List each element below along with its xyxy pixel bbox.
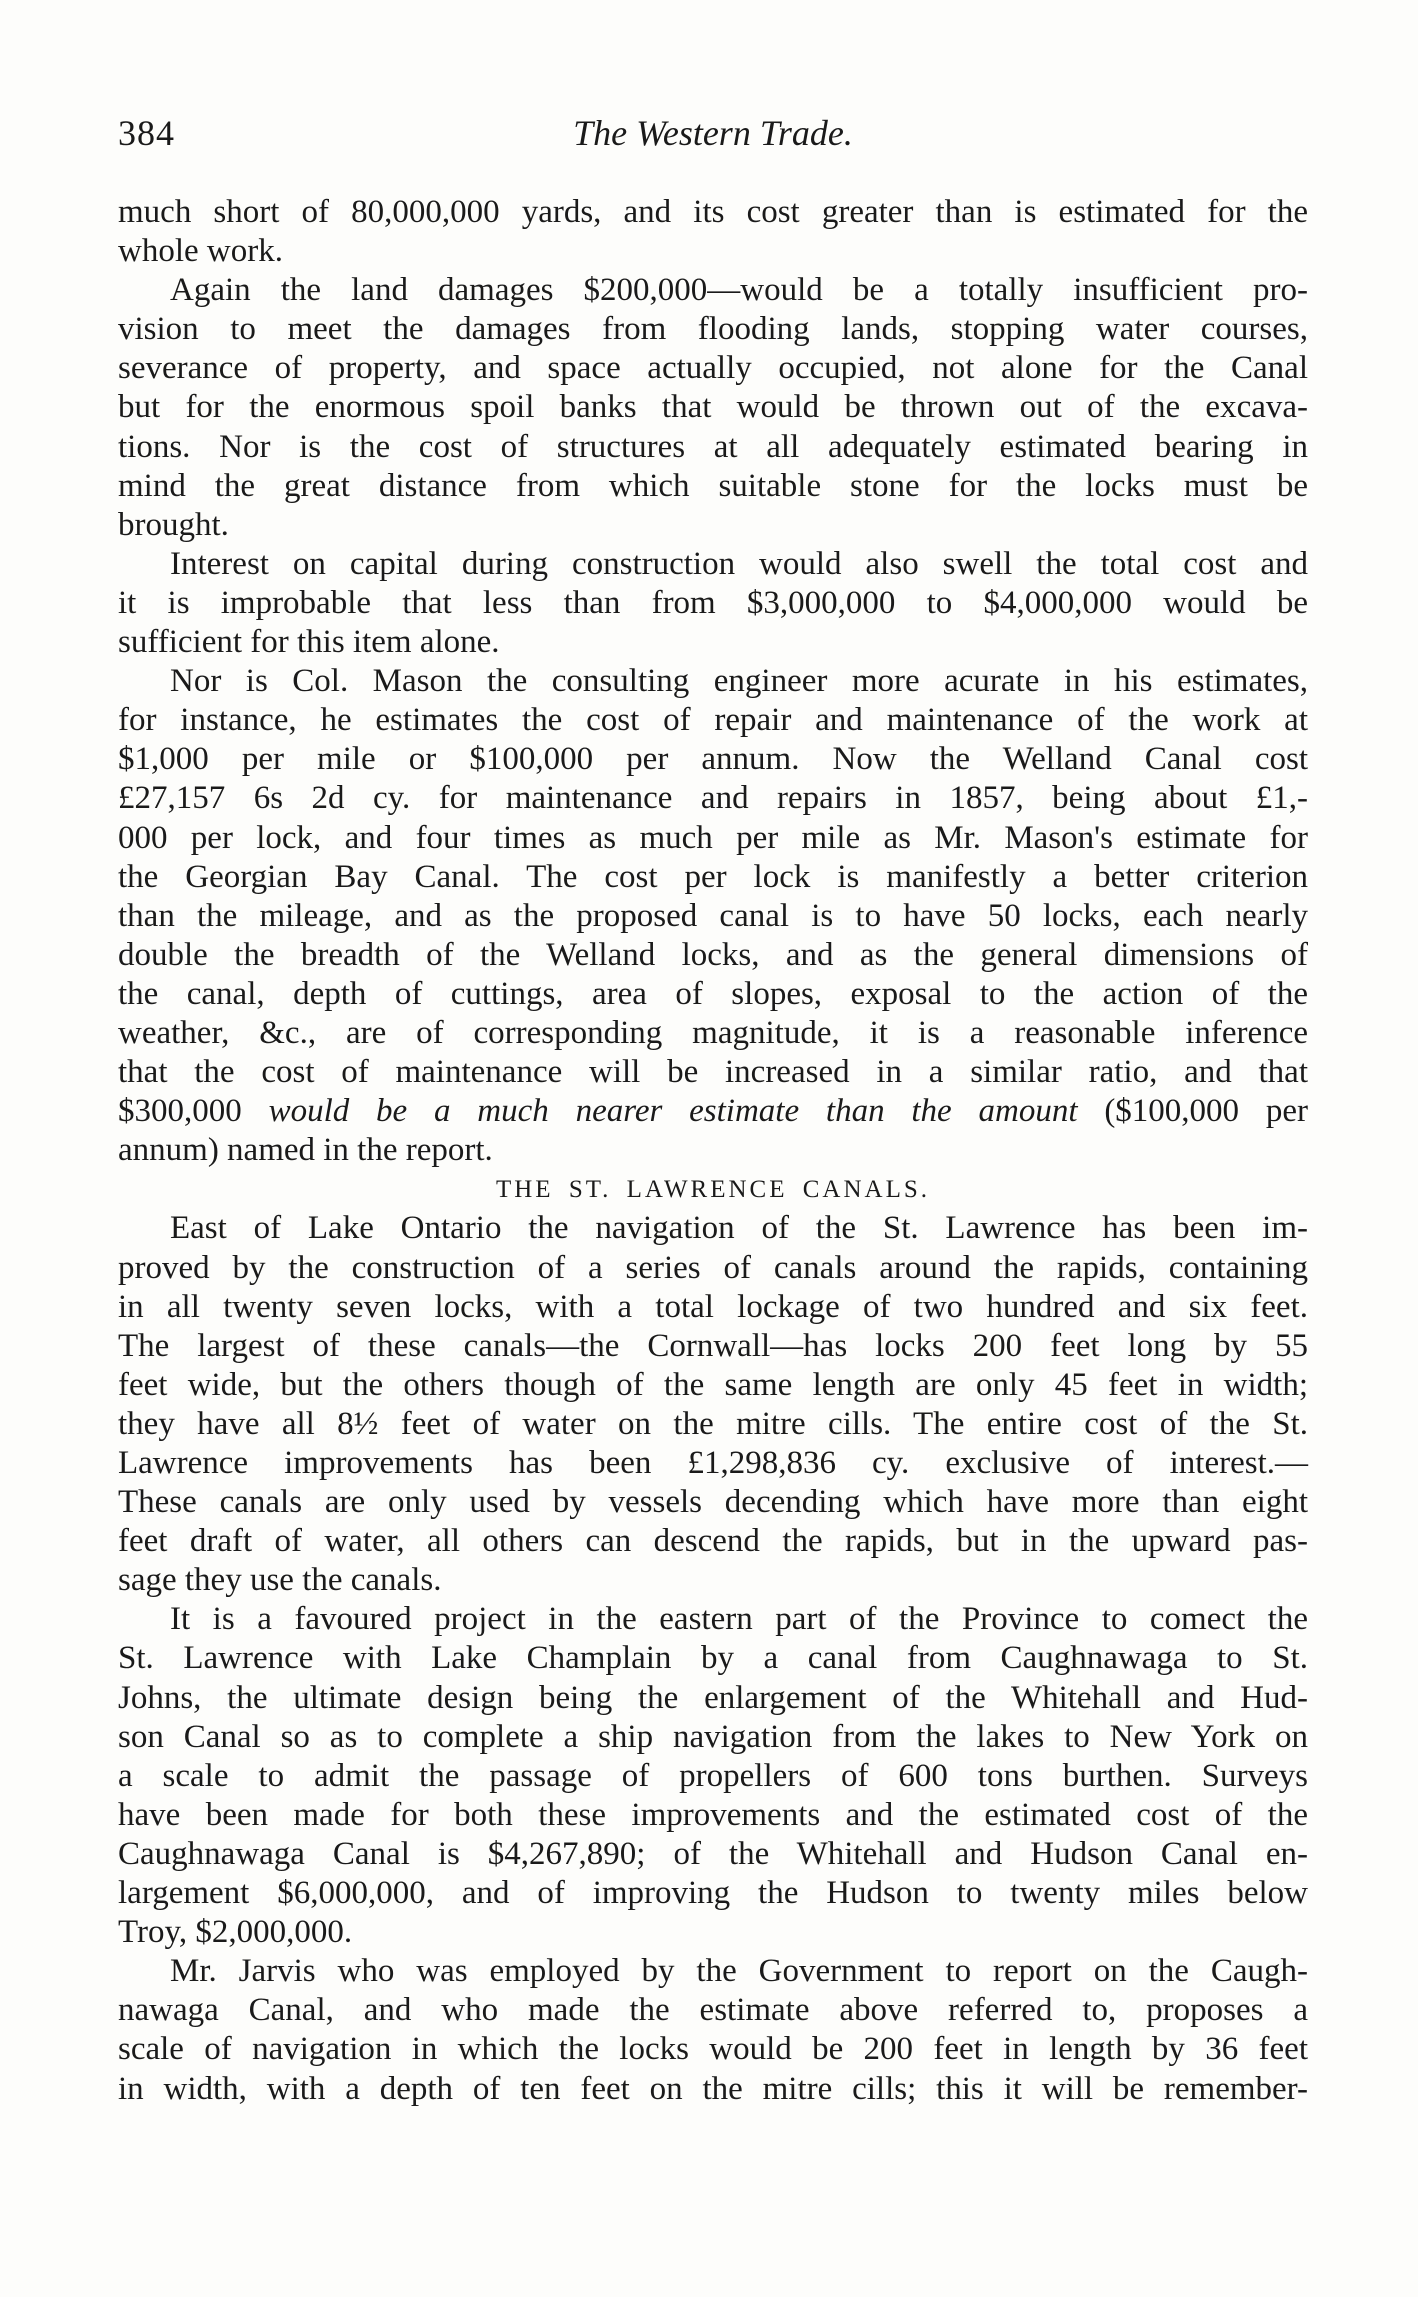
text-line: double the breadth of the Welland locks, and as the general dimensions of <box>118 936 1308 973</box>
text-line: $1,000 per mile or $100,000 per annum. Now the Welland Canal cost <box>118 741 1308 778</box>
text-line: sage they use the canals. <box>118 1562 442 1599</box>
text-line: The largest of these canals—the Cornwall—has locks 200 feet long by 55 <box>118 1327 1308 1364</box>
text-line: Johns, the ultimate design being the enlargement of the Whitehall and Hud- <box>118 1679 1308 1716</box>
text-line: than the mileage, and as the proposed canal is to have 50 locks, each nearly <box>118 897 1308 934</box>
text-line: feet wide, but the others though of the same length are only 45 feet in width; <box>118 1366 1308 1403</box>
text-line: Nor is Col. Mason the consulting engineer more acurate in his estimates, <box>170 663 1308 700</box>
text-line: largement $6,000,000, and of improving the Hudson to twenty miles below <box>118 1875 1308 1912</box>
text-line: in all twenty seven locks, with a total lockage of two hundred and six feet. <box>118 1288 1308 1325</box>
text-line: the canal, depth of cuttings, area of slopes, exposal to the action of the <box>118 975 1308 1012</box>
text-line: severance of property, and space actually occupied, not alone for the Canal <box>118 350 1308 387</box>
text-line: it is improbable that less than from $3,000,000 to $4,000,000 would be <box>118 584 1308 621</box>
text-line: in width, with a depth of ten feet on the mitre cills; this it will be remember- <box>118 2070 1308 2107</box>
text-line: for instance, he estimates the cost of repair and maintenance of the work at <box>118 702 1308 739</box>
text-line: It is a favoured project in the eastern part of the Province to comect the <box>170 1601 1308 1638</box>
page-number: 384 <box>118 113 175 153</box>
text-line: tions. Nor is the cost of structures at all adequately estimated bearing in <box>118 428 1308 465</box>
running-title: The Western Trade. <box>573 113 853 153</box>
text-line: the Georgian Bay Canal. The cost per lock is manifestly a better criterion <box>118 858 1308 895</box>
text-line: son Canal so as to complete a ship navigation from the lakes to New York on <box>118 1718 1308 1755</box>
text-line: Mr. Jarvis who was employed by the Government to report on the Caugh- <box>170 1953 1308 1990</box>
text-line: a scale to admit the passage of propellers of 600 tons burthen. Surveys <box>118 1757 1308 1794</box>
text-line: Lawrence improvements has been £1,298,836 cy. exclusive of interest.— <box>118 1445 1308 1481</box>
text-line: sufficient for this item alone. <box>118 624 500 661</box>
text-line: scale of navigation in which the locks would be 200 feet in length by 36 feet <box>118 2031 1308 2068</box>
italic-phrase: would be a much nearer estimate than the amount <box>268 1093 1078 1130</box>
text-line: East of Lake Ontario the navigation of the St. Lawrence has been im- <box>170 1210 1308 1247</box>
text-line: Troy, $2,000,000. <box>118 1914 353 1951</box>
text-line: Interest on capital during construction would also swell the total cost and <box>170 545 1308 582</box>
section-heading: THE ST. LAWRENCE CANALS. <box>495 1176 931 1204</box>
text-line: annum) named in the report. <box>118 1132 493 1169</box>
text-line: Caughnawaga Canal is $4,267,890; of the Whitehall and Hudson Canal en- <box>118 1835 1308 1872</box>
body-text <box>118 193 1308 2109</box>
running-head <box>118 108 1308 158</box>
text-line: £27,157 6s 2d cy. for maintenance and repairs in 1857, being about £1,- <box>118 780 1308 817</box>
text-line: they have all 8½ feet of water on the mitre cills. The entire cost of the St. <box>118 1405 1308 1442</box>
text-line: St. Lawrence with Lake Champlain by a canal from Caughnawaga to St. <box>118 1640 1308 1677</box>
text-line: have been made for both these improvements and the estimated cost of the <box>118 1796 1308 1833</box>
text-line: much short of 80,000,000 yards, and its cost greater than is estimated for the <box>118 194 1308 230</box>
text-line: Again the land damages $200,000—would be a totally insufficient pro- <box>170 272 1308 309</box>
text-line: vision to meet the damages from flooding lands, stopping water courses, <box>118 311 1308 348</box>
text-line: whole work. <box>118 233 283 270</box>
text-line: proved by the construction of a series of canals around the rapids, containing <box>118 1249 1308 1286</box>
text-line: weather, &c., are of corresponding magnitude, it is a reasonable inference <box>118 1014 1308 1051</box>
text-line: that the cost of maintenance will be increased in a similar ratio, and that <box>118 1054 1308 1091</box>
text-line: brought. <box>118 506 229 543</box>
text-line: but for the enormous spoil banks that would be thrown out of the excava- <box>118 389 1308 426</box>
text-line: 000 per lock, and four times as much per mile as Mr. Mason's estimate for <box>118 819 1308 856</box>
text-line: nawaga Canal, and who made the estimate above referred to, proposes a <box>118 1992 1308 2029</box>
text-line: mind the great distance from which suitable stone for the locks must be <box>118 467 1308 504</box>
text-line: feet draft of water, all others can descend the rapids, but in the upward pas- <box>118 1523 1308 1560</box>
text-line: These canals are only used by vessels decending which have more than eight <box>118 1484 1308 1521</box>
text-line: $300,000 would be a much nearer estimate than the amount ($100,000 per <box>118 1093 1308 1130</box>
